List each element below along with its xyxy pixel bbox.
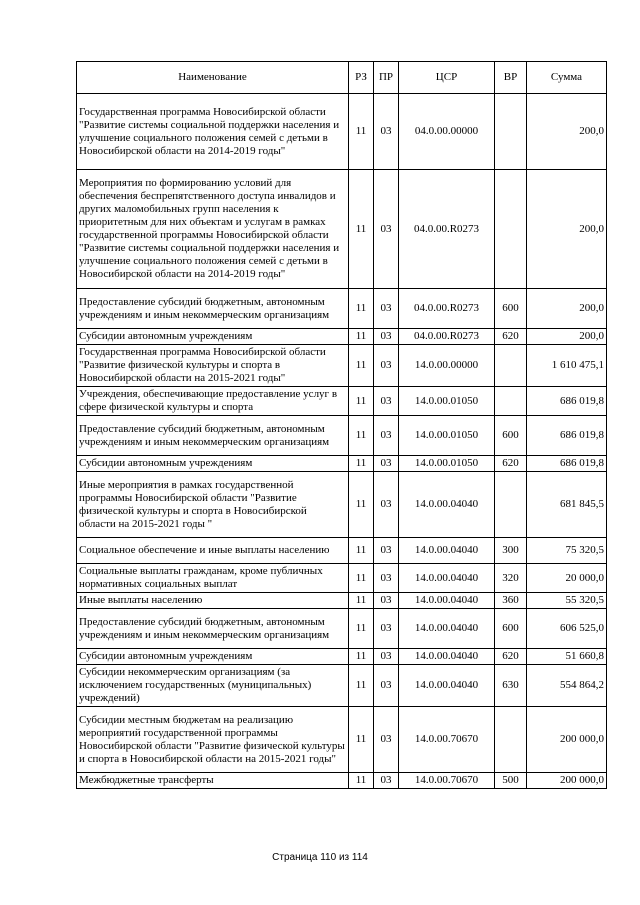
row-vr	[495, 707, 527, 773]
row-sum: 200,0	[527, 94, 607, 170]
table-header-row	[77, 62, 607, 94]
row-rz: 11	[349, 387, 374, 416]
row-csr: 14.0.00.04040	[399, 472, 495, 538]
table-row	[77, 609, 607, 649]
row-sum: 200,0	[527, 289, 607, 329]
header-vr: ВР	[495, 62, 527, 94]
row-rz: 11	[349, 609, 374, 649]
row-sum: 20 000,0	[527, 564, 607, 593]
header-rz: РЗ	[349, 62, 374, 94]
row-sum: 55 320,5	[527, 593, 607, 609]
table-row	[77, 472, 607, 538]
table-row	[77, 564, 607, 593]
row-vr: 630	[495, 665, 527, 707]
row-pr: 03	[374, 416, 399, 456]
table-row	[77, 593, 607, 609]
row-vr: 620	[495, 329, 527, 345]
page-number: Страница 110 из 114	[272, 852, 368, 863]
row-rz: 11	[349, 94, 374, 170]
row-name: Социальные выплаты гражданам, кроме публичных нормативных социальных выплат	[77, 564, 349, 593]
row-pr: 03	[374, 538, 399, 564]
row-csr: 14.0.00.04040	[399, 593, 495, 609]
row-csr: 14.0.00.04040	[399, 609, 495, 649]
row-csr: 14.0.00.01050	[399, 387, 495, 416]
row-pr: 03	[374, 329, 399, 345]
table-row	[77, 773, 607, 789]
row-sum: 606 525,0	[527, 609, 607, 649]
row-name: Иные мероприятия в рамках государственной программы Новосибирской области "Развитие физической культуры и спорта в Новосибирской области на 2015-2021 годы "	[77, 472, 349, 538]
row-sum: 75 320,5	[527, 538, 607, 564]
row-vr: 360	[495, 593, 527, 609]
row-rz: 11	[349, 593, 374, 609]
row-csr: 04.0.00.R0273	[399, 289, 495, 329]
row-vr: 600	[495, 609, 527, 649]
row-name: Субсидии автономным учреждениям	[77, 329, 349, 345]
row-sum: 686 019,8	[527, 387, 607, 416]
row-rz: 11	[349, 538, 374, 564]
row-name: Иные выплаты населению	[77, 593, 349, 609]
row-sum: 1 610 475,1	[527, 345, 607, 387]
row-csr: 04.0.00.R0273	[399, 329, 495, 345]
row-vr	[495, 472, 527, 538]
row-sum: 686 019,8	[527, 456, 607, 472]
row-name: Социальное обеспечение и иные выплаты населению	[77, 538, 349, 564]
table-row	[77, 456, 607, 472]
row-name: Субсидии автономным учреждениям	[77, 649, 349, 665]
table-row	[77, 289, 607, 329]
row-pr: 03	[374, 665, 399, 707]
table-row	[77, 416, 607, 456]
row-pr: 03	[374, 564, 399, 593]
row-pr: 03	[374, 707, 399, 773]
row-sum: 200 000,0	[527, 773, 607, 789]
row-name: Предоставление субсидий бюджетным, автономным учреждениям и иным некоммерческим организациям	[77, 416, 349, 456]
row-vr: 600	[495, 289, 527, 329]
table-row	[77, 387, 607, 416]
table-row	[77, 345, 607, 387]
budget-table	[76, 61, 607, 789]
row-csr: 04.0.00.R0273	[399, 170, 495, 289]
row-vr: 320	[495, 564, 527, 593]
row-csr: 14.0.00.04040	[399, 665, 495, 707]
row-sum: 681 845,5	[527, 472, 607, 538]
row-rz: 11	[349, 564, 374, 593]
row-name: Субсидии местным бюджетам на реализацию мероприятий государственной программы Новосибирской области "Развитие физической культуры и спорта в Новосибирской области на 2015-2021 годы"	[77, 707, 349, 773]
row-vr	[495, 345, 527, 387]
row-rz: 11	[349, 707, 374, 773]
table-row	[77, 329, 607, 345]
row-pr: 03	[374, 289, 399, 329]
row-pr: 03	[374, 456, 399, 472]
table-row	[77, 94, 607, 170]
row-sum: 200,0	[527, 170, 607, 289]
row-sum: 200 000,0	[527, 707, 607, 773]
row-pr: 03	[374, 345, 399, 387]
row-csr: 14.0.00.04040	[399, 564, 495, 593]
row-rz: 11	[349, 416, 374, 456]
row-csr: 04.0.00.00000	[399, 94, 495, 170]
table-row	[77, 538, 607, 564]
row-csr: 14.0.00.70670	[399, 773, 495, 789]
row-rz: 11	[349, 649, 374, 665]
row-rz: 11	[349, 329, 374, 345]
header-sum: Сумма	[527, 62, 607, 94]
row-csr: 14.0.00.04040	[399, 538, 495, 564]
row-pr: 03	[374, 609, 399, 649]
row-rz: 11	[349, 456, 374, 472]
row-vr	[495, 94, 527, 170]
row-csr: 14.0.00.04040	[399, 649, 495, 665]
row-csr: 14.0.00.01050	[399, 456, 495, 472]
header-pr: ПР	[374, 62, 399, 94]
header-name: Наименование	[77, 62, 349, 94]
row-name: Субсидии некоммерческим организациям (за исключением государственных (муниципальных) учреждений)	[77, 665, 349, 707]
row-vr: 500	[495, 773, 527, 789]
row-pr: 03	[374, 593, 399, 609]
row-vr	[495, 170, 527, 289]
row-csr: 14.0.00.01050	[399, 416, 495, 456]
row-rz: 11	[349, 472, 374, 538]
row-rz: 11	[349, 665, 374, 707]
row-pr: 03	[374, 773, 399, 789]
row-vr	[495, 387, 527, 416]
row-vr: 600	[495, 416, 527, 456]
row-vr: 620	[495, 456, 527, 472]
row-pr: 03	[374, 472, 399, 538]
row-rz: 11	[349, 345, 374, 387]
row-name: Предоставление субсидий бюджетным, автономным учреждениям и иным некоммерческим организациям	[77, 609, 349, 649]
row-csr: 14.0.00.00000	[399, 345, 495, 387]
row-name: Предоставление субсидий бюджетным, автономным учреждениям и иным некоммерческим организациям	[77, 289, 349, 329]
row-sum: 200,0	[527, 329, 607, 345]
row-name: Межбюджетные трансферты	[77, 773, 349, 789]
table-row	[77, 649, 607, 665]
header-csr: ЦСР	[399, 62, 495, 94]
row-rz: 11	[349, 289, 374, 329]
row-name: Государственная программа Новосибирской области "Развитие физической культуры и спорта в Новосибирской области на 2015-2021 годы"	[77, 345, 349, 387]
row-pr: 03	[374, 170, 399, 289]
row-csr: 14.0.00.70670	[399, 707, 495, 773]
table-row	[77, 665, 607, 707]
table-row	[77, 170, 607, 289]
row-vr: 300	[495, 538, 527, 564]
row-vr: 620	[495, 649, 527, 665]
row-pr: 03	[374, 94, 399, 170]
row-sum: 686 019,8	[527, 416, 607, 456]
row-name: Государственная программа Новосибирской области "Развитие системы социальной поддержки населения и улучшение социального положения семей с детьми в Новосибирской области на 2014-2019 годы"	[77, 94, 349, 170]
row-sum: 554 864,2	[527, 665, 607, 707]
row-rz: 11	[349, 170, 374, 289]
row-name: Субсидии автономным учреждениям	[77, 456, 349, 472]
row-sum: 51 660,8	[527, 649, 607, 665]
row-pr: 03	[374, 649, 399, 665]
row-name: Учреждения, обеспечивающие предоставление услуг в сфере физической культуры и спорта	[77, 387, 349, 416]
row-pr: 03	[374, 387, 399, 416]
table-row	[77, 707, 607, 773]
row-name: Мероприятия по формированию условий для обеспечения беспрепятственного доступа инвалидов и других маломобильных групп населения к приоритетным для них объектам и услугам в рамках государственной программы Новосибирской области "Развитие системы социальной поддержки населения и улучшение социального положения семей с детьми в Новосибирской области на 2014-2019 годы"	[77, 170, 349, 289]
row-rz: 11	[349, 773, 374, 789]
